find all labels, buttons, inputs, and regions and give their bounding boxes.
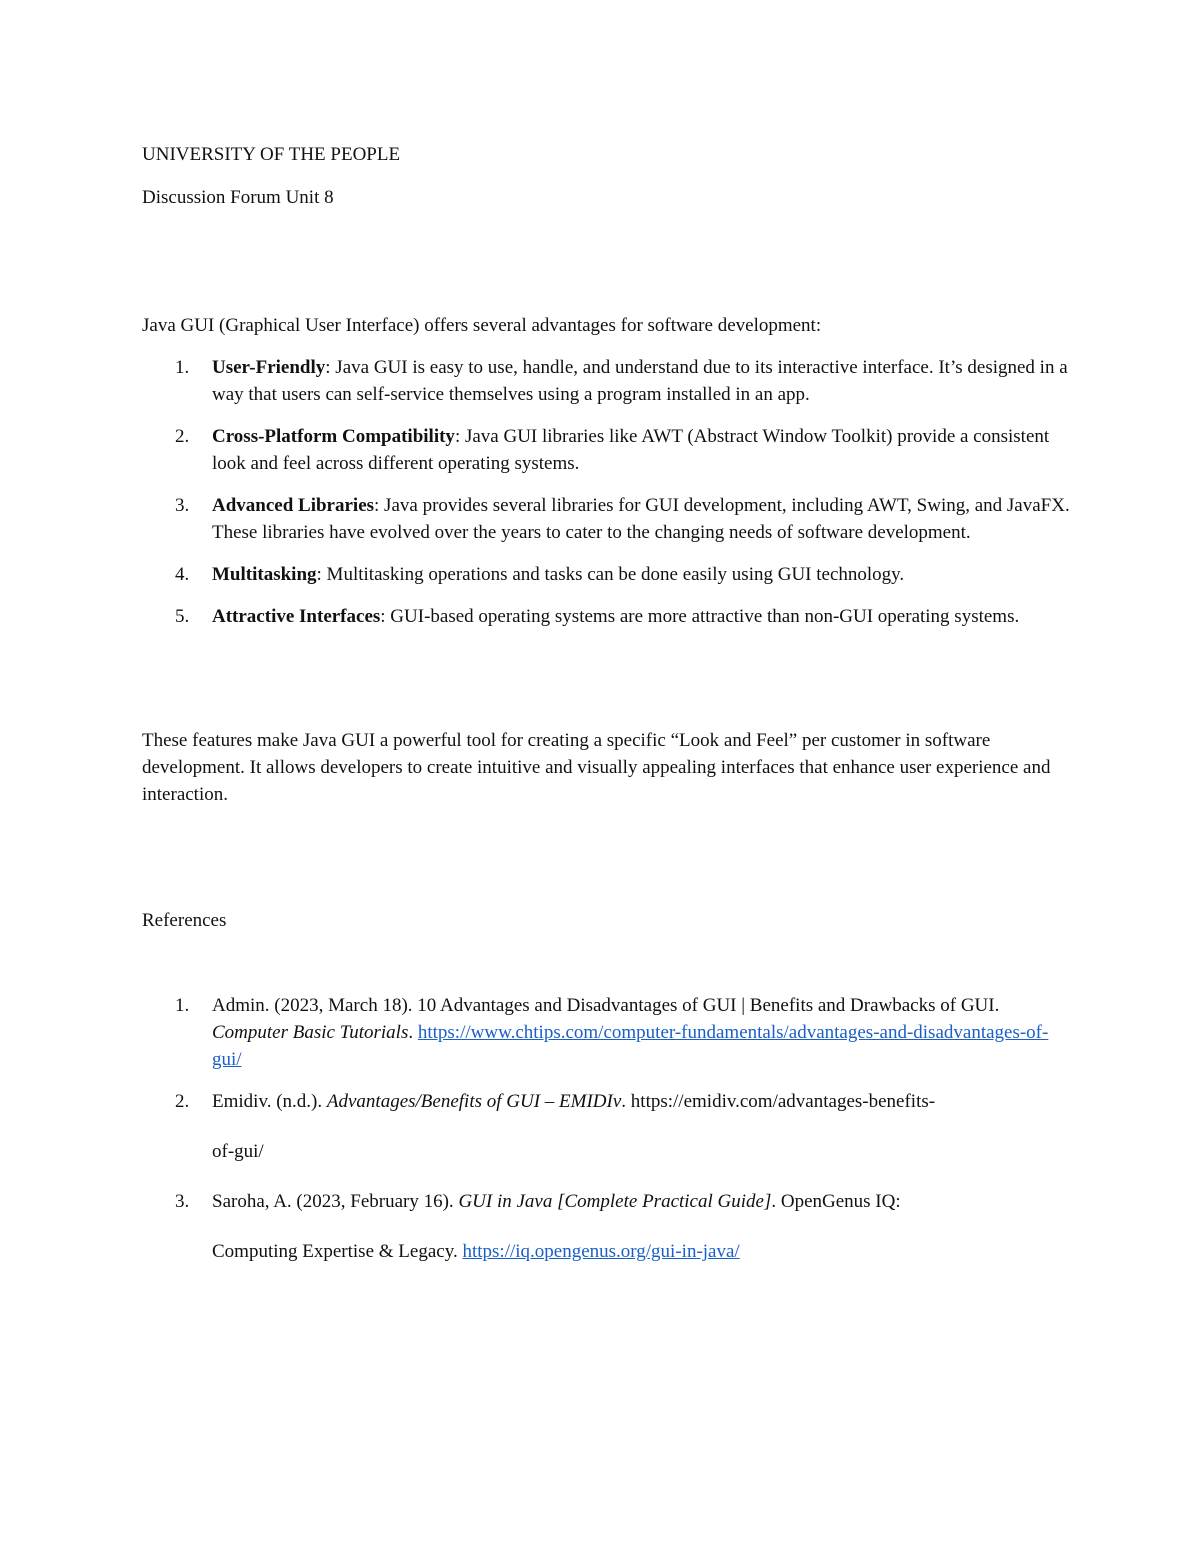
reference-text: Admin. (2023, March 18). 10 Advantages and Disadvantages of GUI | Benefits and Drawbacks of GUI. <box>212 995 1000 1016</box>
reference-item <box>142 1088 1072 1165</box>
feature-list <box>142 354 1072 645</box>
feature-title: User-Friendly <box>212 357 326 378</box>
references-heading: References <box>142 910 227 931</box>
list-number: 4. <box>175 564 190 585</box>
list-item <box>142 354 1072 408</box>
list-item <box>142 423 1072 477</box>
feature-text: : Multitasking operations and tasks can be done easily using GUI technology. <box>316 564 905 585</box>
assignment-title: Discussion Forum Unit 8 <box>142 187 334 208</box>
feature-title: Multitasking <box>212 564 317 585</box>
feature-text: : GUI-based operating systems are more attractive than non-GUI operating systems. <box>380 606 1020 627</box>
list-number: 2. <box>175 426 190 447</box>
reference-link[interactable]: https://www.chtips.com/computer-fundamentals/advantages-and-disadvantages-of-gui/ <box>212 1022 1049 1070</box>
reference-text: Saroha, A. (2023, February 16). <box>212 1191 459 1212</box>
reference-link[interactable]: https://iq.opengenus.org/gui-in-java/ <box>462 1241 740 1262</box>
reference-continuation: of-gui/ <box>212 1141 264 1162</box>
list-item <box>142 603 1072 630</box>
reference-continuation <box>212 1238 1072 1265</box>
list-number: 3. <box>175 495 190 516</box>
reference-item <box>142 992 1072 1073</box>
reference-text: . <box>408 1022 418 1043</box>
feature-title: Attractive Interfaces <box>212 606 381 627</box>
list-item <box>142 561 1072 588</box>
reference-text: Computing Expertise & Legacy. <box>212 1241 463 1262</box>
reference-number: 1. <box>175 995 190 1016</box>
feature-text: : Java GUI is easy to use, handle, and understand due to its interactive interface. It’s designed in a way that users can self-service themselves using a program installed in an app. <box>212 357 1068 405</box>
reference-number: 3. <box>175 1191 190 1212</box>
summary-paragraph: These features make Java GUI a powerful tool for creating a specific “Look and Feel” per customer in software development. It allows developers to create intuitive and visually appealing interfaces that enhance user experience and interaction. <box>142 730 1051 805</box>
university-name: UNIVERSITY OF THE PEOPLE <box>142 144 401 165</box>
reference-number: 2. <box>175 1091 190 1112</box>
list-number: 5. <box>175 606 190 627</box>
reference-text: Emidiv. (n.d.). <box>212 1091 327 1112</box>
reference-source: Computer Basic Tutorials <box>212 1022 409 1043</box>
reference-list <box>142 992 1072 1265</box>
feature-title: Advanced Libraries <box>212 495 375 516</box>
reference-text: . OpenGenus IQ: <box>771 1191 901 1212</box>
intro-paragraph: Java GUI (Graphical User Interface) offers several advantages for software development: <box>142 315 822 336</box>
feature-text: : Java GUI libraries like AWT (Abstract Window Toolkit) provide a consistent look and feel across different operating systems. <box>212 426 1050 474</box>
reference-source: GUI in Java [Complete Practical Guide] <box>458 1191 772 1212</box>
list-number: 1. <box>175 357 190 378</box>
reference-item <box>142 1188 1072 1265</box>
reference-source: Advantages/Benefits of GUI – EMIDIv <box>326 1091 622 1112</box>
list-item <box>142 492 1072 546</box>
reference-text: . https://emidiv.com/advantages-benefits- <box>621 1091 936 1112</box>
feature-title: Cross-Platform Compatibility <box>212 426 455 447</box>
feature-text: : Java provides several libraries for GUI development, including AWT, Swing, and JavaFX. These libraries have evolved over the years to cater to the changing needs of software development. <box>212 495 1070 543</box>
